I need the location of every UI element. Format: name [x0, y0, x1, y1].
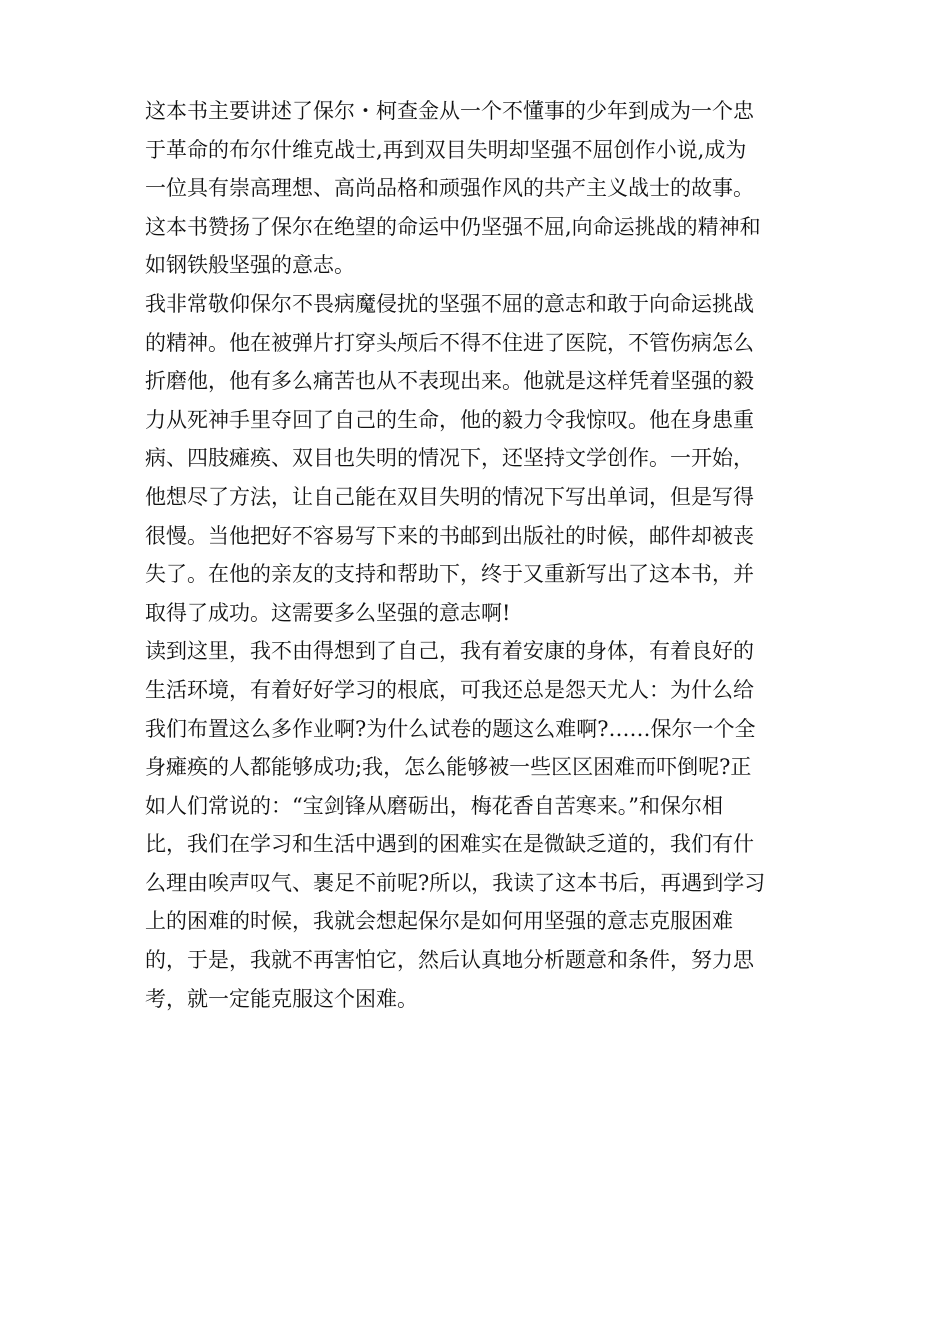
text-line: 很慢。当他把好不容易写下来的书邮到出版社的时候，邮件却被丧	[145, 523, 754, 548]
text-line: 上的困难的时候，我就会想起保尔是如何用坚强的意志克服困难	[145, 909, 733, 934]
text-line: 如钢铁般坚强的意志。	[145, 253, 355, 278]
text-line: 的精神。他在被弹片打穿头颅后不得不住进了医院，不管伤病怎么	[145, 330, 754, 355]
text-line: 取得了成功。这需要多么坚强的意志啊!	[145, 600, 511, 625]
text-line: 的，于是，我就不再害怕它，然后认真地分析题意和条件，努力思	[145, 948, 754, 973]
text-line: 他想尽了方法，让自己能在双目失明的情况下写出单词，但是写得	[145, 484, 754, 509]
text-line: 我非常敬仰保尔不畏病魔侵扰的坚强不屈的意志和敢于向命运挑战	[145, 291, 754, 316]
text-line: 一位具有崇高理想、高尚品格和顽强作风的共产主义战士的故事。	[145, 176, 754, 201]
text-line: 生活环境，有着好好学习的根底，可我还总是怨天尤人：为什么给	[145, 677, 754, 702]
body-text	[145, 92, 815, 1018]
text-line: 读到这里，我不由得想到了自己，我有着安康的身体，有着良好的	[145, 639, 754, 664]
text-line: 病、四肢瘫痪、双目也失明的情况下，还坚持文学创作。一开始，	[145, 446, 754, 471]
text-line: 考，就一定能克服这个困难。	[145, 986, 418, 1011]
text-line: 身瘫痪的人都能够成功;我，怎么能够被一些区区困难而吓倒呢?正	[145, 755, 752, 780]
text-line: 这本书赞扬了保尔在绝望的命运中仍坚强不屈,向命运挑战的精神和	[145, 214, 761, 239]
text-line: 如人们常说的：“宝剑锋从磨砺出，梅花香自苦寒来。”和保尔相	[145, 793, 723, 818]
text-line: 这本书主要讲述了保尔・柯查金从一个不懂事的少年到成为一个忠	[145, 99, 754, 123]
text-line: 于革命的布尔什维克战士,再到双目失明却坚强不屈创作小说,成为	[145, 137, 747, 162]
text-line: 么理由唉声叹气、裹足不前呢?所以，我读了这本书后，再遇到学习	[145, 870, 766, 895]
text-line: 我们布置这么多作业啊?为什么试卷的题这么难啊?……保尔一个全	[145, 716, 756, 741]
text-line: 力从死神手里夺回了自己的生命，他的毅力令我惊叹。他在身患重	[145, 407, 754, 432]
text-line: 折磨他，他有多么痛苦也从不表现出来。他就是这样凭着坚强的毅	[145, 369, 754, 394]
text-line: 失了。在他的亲友的支持和帮助下，终于又重新写出了这本书，并	[145, 562, 754, 587]
text-line: 比，我们在学习和生活中遇到的困难实在是微缺乏道的，我们有什	[145, 832, 754, 857]
